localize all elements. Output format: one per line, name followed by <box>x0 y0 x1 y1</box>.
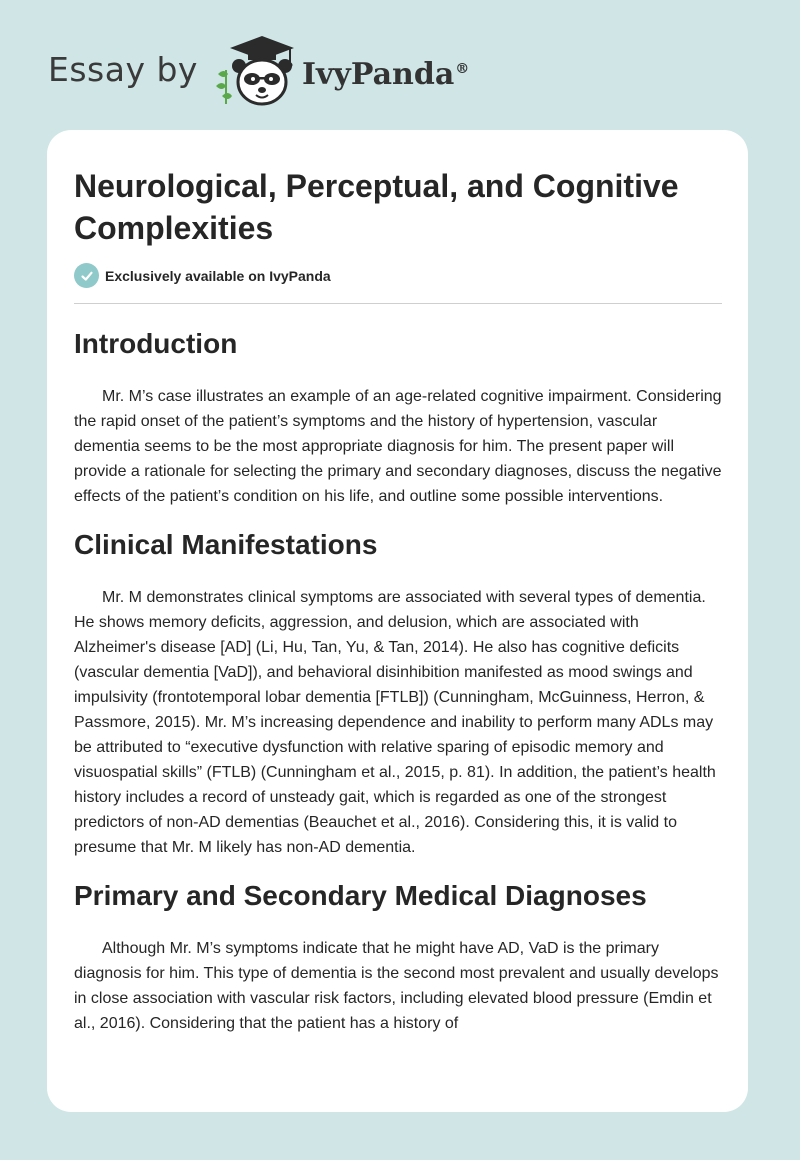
section-paragraph: Mr. M demonstrates clinical symptoms are associated with several types of dementia. He shows memory deficits, aggression, and delusion, which are associated with Alzheimer's disease [AD] (Li, Hu, Tan, Yu, & Tan, 2014). He also has cognitive deficits (vascular dementia [VaD]), and behavioral disinhibition manifested as mood swings and impulsivity (frontotemporal lobar dementia [FTLB]) (Cunningham, McGuinness, Herron, & Passmore, 2015). Mr. M’s increasing dependence and inability to perform many ADLs may be attributed to “executive dysfunction with relative sparing of episodic memory and visuospatial skills” (FTLB) (Cunningham et al., 2015, p. 81). In addition, the patient’s health history includes a record of unsteady gait, which is regarded as one of the strongest predictors of non-AD dementias (Beauchet et al., 2016). Considering this, it is valid to presume that Mr. M likely has non-AD dementia. <box>74 589 716 856</box>
section-heading: Primary and Secondary Medical Diagnoses <box>74 880 647 911</box>
check-circle-icon <box>74 263 99 288</box>
exclusive-badge <box>74 263 331 288</box>
article-card <box>47 130 748 1112</box>
section-introduction <box>74 326 722 509</box>
article-body <box>74 326 722 1054</box>
section-diagnoses <box>74 878 722 1036</box>
brand-prefix: Essay by <box>48 49 198 89</box>
section-heading: Clinical Manifestations <box>74 529 378 560</box>
page-title: Neurological, Perceptual, and Cognitive Complexities <box>74 168 679 246</box>
section-clinical-manifestations <box>74 527 722 860</box>
panda-mascot-icon <box>212 34 298 110</box>
brand-name: IvyPanda® <box>301 56 470 92</box>
brand-logo[interactable] <box>48 34 469 110</box>
section-paragraph: Mr. M’s case illustrates an example of an age-related cognitive impairment. Considering the rapid onset of the patient’s symptoms and the history of hypertension, vascular dementia seems to be the most appropriate diagnosis for him. The present paper will provide a rationale for selecting the primary and secondary diagnoses, discuss the negative effects of the patient’s condition on his life, and outline some possible interventions. <box>74 388 722 505</box>
section-heading: Introduction <box>74 328 238 359</box>
section-paragraph: Although Mr. M’s symptoms indicate that he might have AD, VaD is the primary diagnosis for him. This type of dementia is the second most prevalent and usually develops in close association with vascular risk factors, including elevated blood pressure (Emdin et al., 2016). Considering that the patient has a history of <box>74 940 719 1032</box>
badge-label: Exclusively available on IvyPanda <box>105 267 331 284</box>
divider <box>74 303 722 304</box>
